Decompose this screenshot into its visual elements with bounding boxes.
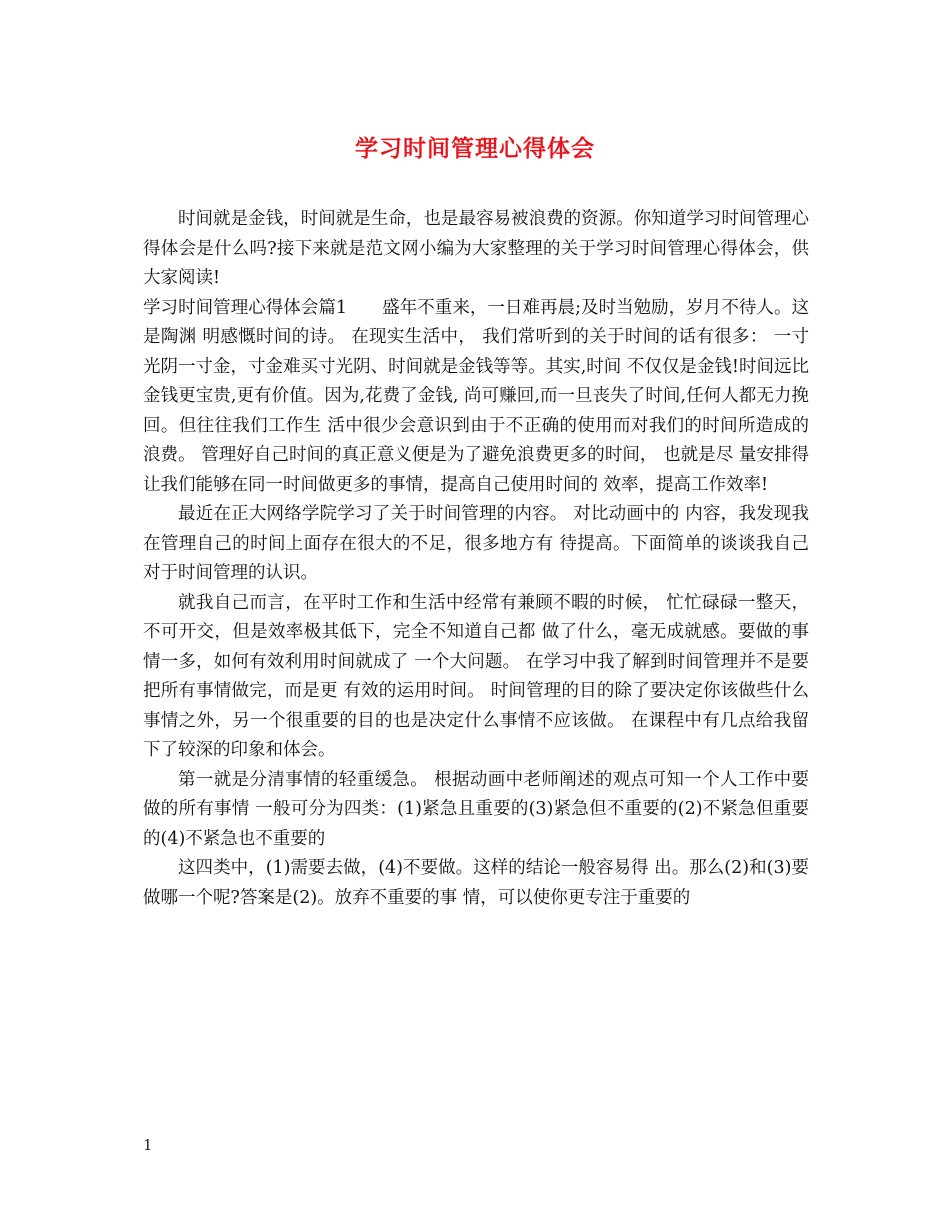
paragraph-self-reflection: 就我自己而言，在平时工作和生活中经常有兼顾不暇的时候， 忙忙碌碌一整天，不可开交，但是效率极其低下，完全不知道自己都 做了什么，毫无成就感。要做的事情一多，如何有效利用时间就成了 一个大问题。 在学习中我了解到时间管理并不是要把所有事情做完，而是更 有效的运用时间。 时间管理的目的除了要决定你该做些什么事情之外，另一个很重要的目的也是决定什么事情不应该做。 在课程中有几点给我留下了较深的印象和体会。 (143, 592, 809, 760)
paragraph-intro: 时间就是金钱，时间就是生命，也是最容易被浪费的资源。你知道学习时间管理心得体会是什么吗?接下来就是范文网小编为大家整理的关于学习时间管理心得体会，供大家阅读! (143, 209, 809, 288)
document-body (143, 205, 809, 913)
page-number: 1 (143, 1136, 153, 1154)
paragraph-priorities: 第一就是分清事情的轻重缓急。 根据动画中老师阐述的观点可知一个人工作中要做的所有事情 一般可分为四类：(1)紧急且重要的(3)紧急但不重要的(2)不紧急但重要的(4)不紧急也不重要的 (143, 769, 809, 849)
document-title: 学习时间管理心得体会 (355, 135, 595, 162)
paragraph-four-categories: 这四类中，(1)需要去做，(4)不要做。这样的结论一般容易得 出。那么(2)和(3)要做哪一个呢?答案是(2)。放弃不重要的事 情，可以使你更专注于重要的 (143, 858, 809, 908)
paragraph-section-1: 学习时间管理心得体会篇1 盛年不重来，一日难再晨;及时当勉励，岁月不待人。这是陶渊 明感慨时间的诗。 在现实生活中， 我们常听到的关于时间的话有很多： 一寸光阴一寸金，寸金难买寸光阴、时间就是金钱等等。其实,时间 不仅仅是金钱!时间远比金钱更宝贵,更有价值。因为,花费了金钱, 尚可赚回,而一旦丧失了时间,任何人都无力挽回。但往往我们工作生 活中很少会意识到由于不正确的使用而对我们的时间所造成的浪费。 管理好自己时间的真正意义便是为了避免浪费更多的时间， 也就是尽 量安排得让我们能够在同一时间做更多的事情，提高自己使用时间的 效率，提高工作效率! (143, 297, 809, 495)
paragraph-learning: 最近在正大网络学院学习了关于时间管理的内容。 对比动画中的 内容，我发现我在管理自己的时间上面存在很大的不足，很多地方有 待提高。下面简单的谈谈我自己对于时间管理的认识。 (143, 504, 809, 583)
